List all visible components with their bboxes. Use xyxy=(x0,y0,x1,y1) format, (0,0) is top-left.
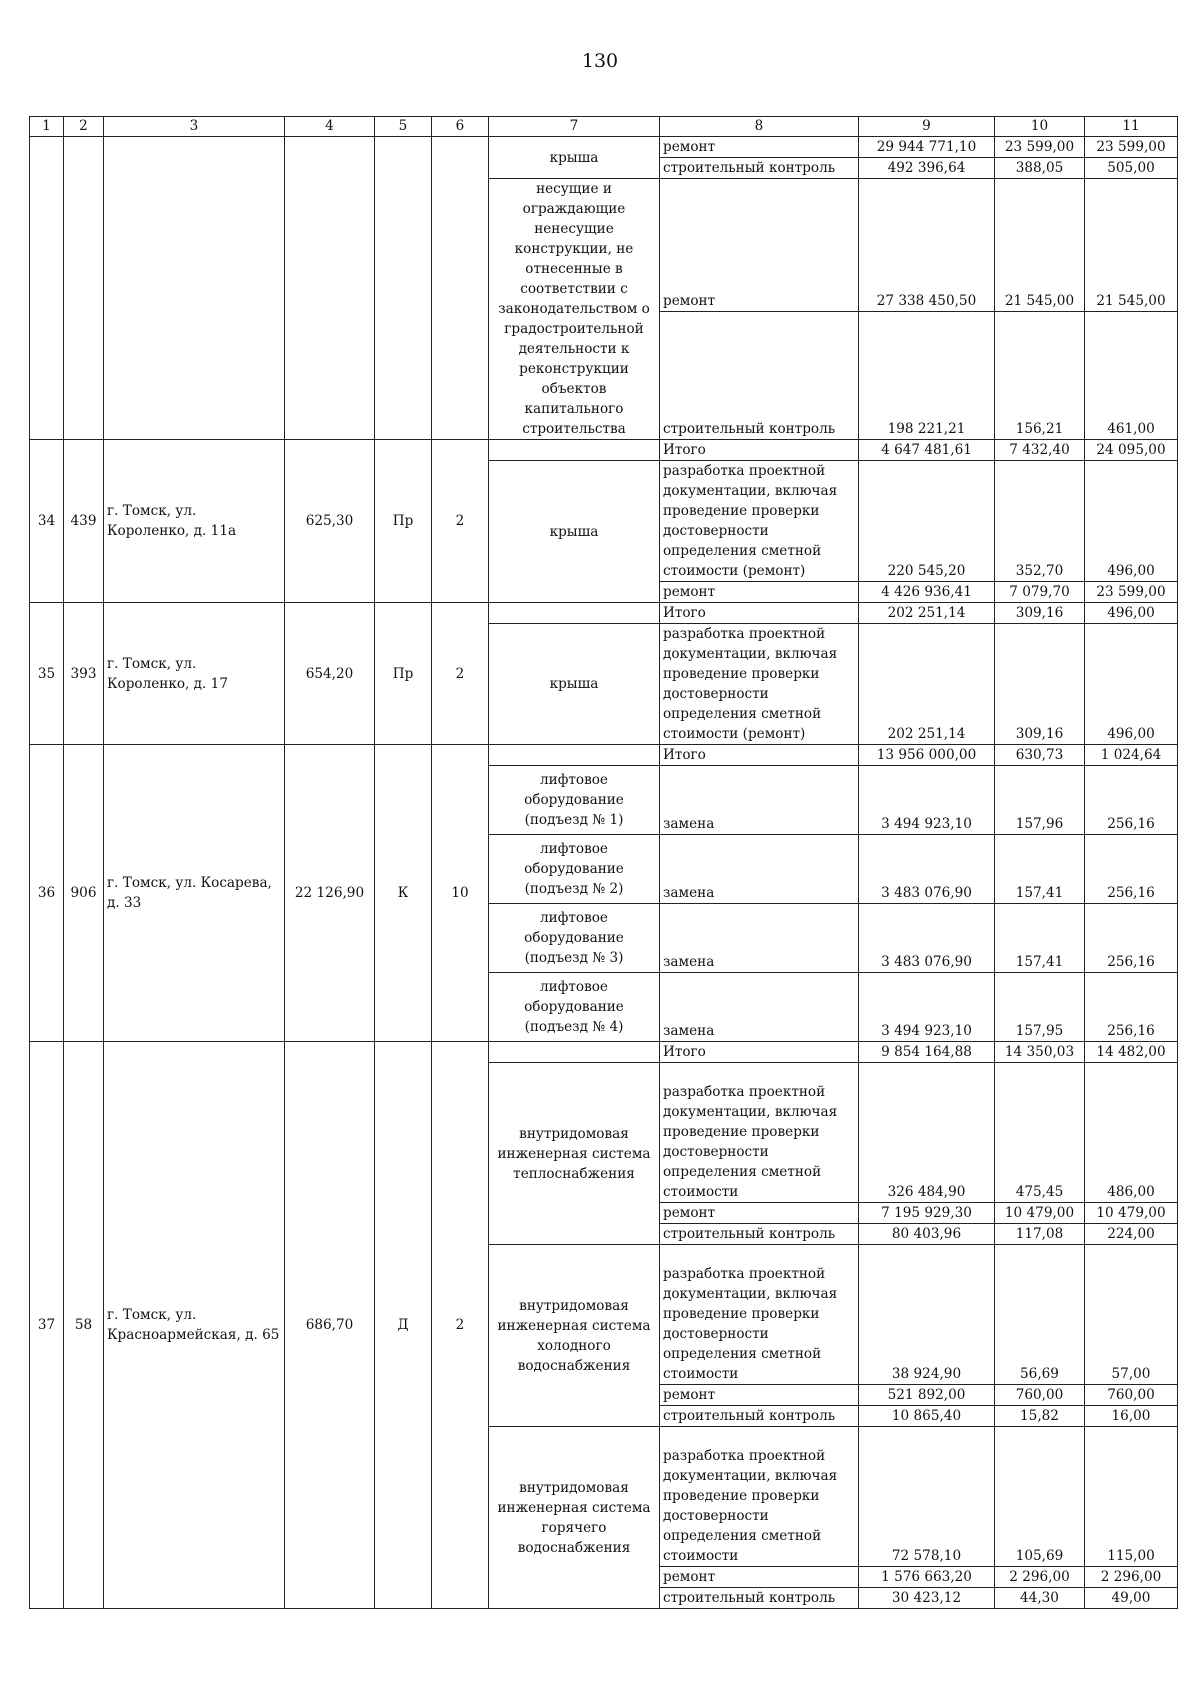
work-kind-cell: Итого xyxy=(660,745,859,766)
capital-repair-table xyxy=(29,116,1178,1609)
area-cell: 686,70 xyxy=(285,1042,375,1609)
limit-cost-cell: 505,00 xyxy=(1085,158,1178,179)
unit-cost-cell: 7 079,70 xyxy=(995,582,1085,603)
page-number: 130 xyxy=(581,50,619,72)
work-type-cell: внутридомовая инженерная система теплоснабжения xyxy=(489,1063,660,1245)
empty-cell xyxy=(375,137,432,440)
work-type-cell: крыша xyxy=(489,137,660,179)
limit-cost-cell: 496,00 xyxy=(1085,624,1178,745)
col-header: 10 xyxy=(995,117,1085,137)
house-code-cell: 393 xyxy=(64,603,104,745)
work-type-cell: крыша xyxy=(489,624,660,745)
cost-cell: 27 338 450,50 xyxy=(859,179,995,312)
col-header: 11 xyxy=(1085,117,1178,137)
unit-cost-cell: 2 296,00 xyxy=(995,1567,1085,1588)
house-type-cell: Д xyxy=(375,1042,432,1609)
unit-cost-cell: 309,16 xyxy=(995,624,1085,745)
unit-cost-cell: 156,21 xyxy=(995,311,1085,440)
area-cell: 22 126,90 xyxy=(285,745,375,1042)
unit-cost-cell: 475,45 xyxy=(995,1063,1085,1203)
limit-cost-cell: 49,00 xyxy=(1085,1588,1178,1609)
empty-cell xyxy=(30,137,64,440)
house-type-cell: Пр xyxy=(375,603,432,745)
limit-cost-cell: 14 482,00 xyxy=(1085,1042,1178,1063)
limit-cost-cell: 23 599,00 xyxy=(1085,582,1178,603)
address-cell: г. Томск, ул. Короленко, д. 11а xyxy=(104,440,285,603)
cost-cell: 3 483 076,90 xyxy=(859,835,995,904)
house-type-cell: Пр xyxy=(375,440,432,603)
floors-cell: 10 xyxy=(432,745,489,1042)
col-header: 4 xyxy=(285,117,375,137)
col-header: 6 xyxy=(432,117,489,137)
area-cell: 625,30 xyxy=(285,440,375,603)
area-cell: 654,20 xyxy=(285,603,375,745)
cost-cell: 9 854 164,88 xyxy=(859,1042,995,1063)
col-header: 3 xyxy=(104,117,285,137)
limit-cost-cell: 496,00 xyxy=(1085,461,1178,582)
unit-cost-cell: 157,96 xyxy=(995,766,1085,835)
cost-cell: 13 956 000,00 xyxy=(859,745,995,766)
work-kind-cell: разработка проектной документации, включая проведение проверки достоверности определения сметной стоимости xyxy=(660,1245,859,1385)
work-kind-cell: строительный контроль xyxy=(660,1588,859,1609)
cost-cell: 3 494 923,10 xyxy=(859,766,995,835)
unit-cost-cell: 56,69 xyxy=(995,1245,1085,1385)
cost-cell: 1 576 663,20 xyxy=(859,1567,995,1588)
limit-cost-cell: 21 545,00 xyxy=(1085,179,1178,312)
work-type-cell: лифтовое оборудование (подъезд № 4) xyxy=(489,973,660,1042)
work-kind-cell: замена xyxy=(660,835,859,904)
empty-cell xyxy=(64,137,104,440)
work-type-cell: несущие и ограждающие ненесущие конструкции, не отнесенные в соответствии с законодательством о градостроительной деятельности к реконструкции объектов капитального строительства xyxy=(489,179,660,440)
cost-cell: 202 251,14 xyxy=(859,603,995,624)
address-cell: г. Томск, ул. Косарева, д. 33 xyxy=(104,745,285,1042)
col-header: 1 xyxy=(30,117,64,137)
unit-cost-cell: 21 545,00 xyxy=(995,179,1085,312)
unit-cost-cell: 105,69 xyxy=(995,1427,1085,1567)
work-kind-cell: ремонт xyxy=(660,1567,859,1588)
work-kind-cell: замена xyxy=(660,973,859,1042)
limit-cost-cell: 24 095,00 xyxy=(1085,440,1178,461)
work-type-cell: внутридомовая инженерная система горячего водоснабжения xyxy=(489,1427,660,1609)
work-kind-cell: ремонт xyxy=(660,179,859,312)
limit-cost-cell: 486,00 xyxy=(1085,1063,1178,1203)
limit-cost-cell: 256,16 xyxy=(1085,904,1178,973)
total-row xyxy=(30,440,1178,461)
col-header: 2 xyxy=(64,117,104,137)
cost-cell: 198 221,21 xyxy=(859,311,995,440)
unit-cost-cell: 157,95 xyxy=(995,973,1085,1042)
limit-cost-cell: 224,00 xyxy=(1085,1224,1178,1245)
work-kind-cell: разработка проектной документации, включая проведение проверки достоверности определения сметной стоимости xyxy=(660,1427,859,1567)
work-kind-cell: ремонт xyxy=(660,1385,859,1406)
empty-cell xyxy=(432,137,489,440)
empty-cell xyxy=(489,745,660,766)
unit-cost-cell: 7 432,40 xyxy=(995,440,1085,461)
work-kind-cell: строительный контроль xyxy=(660,1406,859,1427)
col-header: 7 xyxy=(489,117,660,137)
unit-cost-cell: 15,82 xyxy=(995,1406,1085,1427)
cost-cell: 10 865,40 xyxy=(859,1406,995,1427)
floors-cell: 2 xyxy=(432,1042,489,1609)
unit-cost-cell: 309,16 xyxy=(995,603,1085,624)
unit-cost-cell: 157,41 xyxy=(995,835,1085,904)
limit-cost-cell: 57,00 xyxy=(1085,1245,1178,1385)
cost-cell: 72 578,10 xyxy=(859,1427,995,1567)
unit-cost-cell: 157,41 xyxy=(995,904,1085,973)
floors-cell: 2 xyxy=(432,440,489,603)
work-kind-cell: строительный контроль xyxy=(660,158,859,179)
house-code-cell: 906 xyxy=(64,745,104,1042)
address-cell: г. Томск, ул. Красноармейская, д. 65 xyxy=(104,1042,285,1609)
limit-cost-cell: 461,00 xyxy=(1085,311,1178,440)
col-header: 5 xyxy=(375,117,432,137)
cost-cell: 4 426 936,41 xyxy=(859,582,995,603)
limit-cost-cell: 1 024,64 xyxy=(1085,745,1178,766)
cost-cell: 80 403,96 xyxy=(859,1224,995,1245)
cost-cell: 29 944 771,10 xyxy=(859,137,995,158)
work-kind-cell: разработка проектной документации, включая проведение проверки достоверности определения сметной стоимости (ремонт) xyxy=(660,461,859,582)
house-code-cell: 58 xyxy=(64,1042,104,1609)
empty-cell xyxy=(489,1042,660,1063)
unit-cost-cell: 14 350,03 xyxy=(995,1042,1085,1063)
cost-cell: 30 423,12 xyxy=(859,1588,995,1609)
limit-cost-cell: 23 599,00 xyxy=(1085,137,1178,158)
work-type-cell: лифтовое оборудование (подъезд № 3) xyxy=(489,904,660,973)
table-row xyxy=(30,137,1178,158)
cost-cell: 492 396,64 xyxy=(859,158,995,179)
row-number-cell: 35 xyxy=(30,603,64,745)
unit-cost-cell: 352,70 xyxy=(995,461,1085,582)
limit-cost-cell: 10 479,00 xyxy=(1085,1203,1178,1224)
row-number-cell: 34 xyxy=(30,440,64,603)
cost-cell: 4 647 481,61 xyxy=(859,440,995,461)
work-kind-cell: разработка проектной документации, включая проведение проверки достоверности определения сметной стоимости xyxy=(660,1063,859,1203)
work-kind-cell: замена xyxy=(660,766,859,835)
house-code-cell: 439 xyxy=(64,440,104,603)
column-numbers-row xyxy=(30,117,1178,137)
unit-cost-cell: 760,00 xyxy=(995,1385,1085,1406)
work-type-cell: лифтовое оборудование (подъезд № 2) xyxy=(489,835,660,904)
work-kind-cell: строительный контроль xyxy=(660,1224,859,1245)
work-kind-cell: Итого xyxy=(660,440,859,461)
cost-cell: 326 484,90 xyxy=(859,1063,995,1203)
empty-cell xyxy=(104,137,285,440)
floors-cell: 2 xyxy=(432,603,489,745)
col-header: 8 xyxy=(660,117,859,137)
limit-cost-cell: 256,16 xyxy=(1085,835,1178,904)
work-type-cell: крыша xyxy=(489,461,660,603)
work-type-cell: внутридомовая инженерная система холодного водоснабжения xyxy=(489,1245,660,1427)
work-kind-cell: разработка проектной документации, включая проведение проверки достоверности определения сметной стоимости (ремонт) xyxy=(660,624,859,745)
cost-cell: 521 892,00 xyxy=(859,1385,995,1406)
unit-cost-cell: 44,30 xyxy=(995,1588,1085,1609)
cost-cell: 38 924,90 xyxy=(859,1245,995,1385)
house-type-cell: К xyxy=(375,745,432,1042)
work-type-cell: лифтовое оборудование (подъезд № 1) xyxy=(489,766,660,835)
work-kind-cell: ремонт xyxy=(660,582,859,603)
limit-cost-cell: 256,16 xyxy=(1085,973,1178,1042)
limit-cost-cell: 115,00 xyxy=(1085,1427,1178,1567)
unit-cost-cell: 23 599,00 xyxy=(995,137,1085,158)
total-row xyxy=(30,603,1178,624)
total-row xyxy=(30,1042,1178,1063)
cost-cell: 3 494 923,10 xyxy=(859,973,995,1042)
limit-cost-cell: 496,00 xyxy=(1085,603,1178,624)
empty-cell xyxy=(489,603,660,624)
address-cell: г. Томск, ул. Короленко, д. 17 xyxy=(104,603,285,745)
cost-cell: 7 195 929,30 xyxy=(859,1203,995,1224)
unit-cost-cell: 117,08 xyxy=(995,1224,1085,1245)
limit-cost-cell: 16,00 xyxy=(1085,1406,1178,1427)
unit-cost-cell: 630,73 xyxy=(995,745,1085,766)
cost-cell: 202 251,14 xyxy=(859,624,995,745)
limit-cost-cell: 760,00 xyxy=(1085,1385,1178,1406)
work-kind-cell: Итого xyxy=(660,1042,859,1063)
cost-cell: 3 483 076,90 xyxy=(859,904,995,973)
empty-cell xyxy=(489,440,660,461)
work-kind-cell: ремонт xyxy=(660,137,859,158)
unit-cost-cell: 388,05 xyxy=(995,158,1085,179)
row-number-cell: 36 xyxy=(30,745,64,1042)
empty-cell xyxy=(285,137,375,440)
total-row xyxy=(30,745,1178,766)
row-number-cell: 37 xyxy=(30,1042,64,1609)
limit-cost-cell: 256,16 xyxy=(1085,766,1178,835)
col-header: 9 xyxy=(859,117,995,137)
cost-cell: 220 545,20 xyxy=(859,461,995,582)
work-kind-cell: строительный контроль xyxy=(660,311,859,440)
work-kind-cell: замена xyxy=(660,904,859,973)
limit-cost-cell: 2 296,00 xyxy=(1085,1567,1178,1588)
work-kind-cell: Итого xyxy=(660,603,859,624)
unit-cost-cell: 10 479,00 xyxy=(995,1203,1085,1224)
work-kind-cell: ремонт xyxy=(660,1203,859,1224)
